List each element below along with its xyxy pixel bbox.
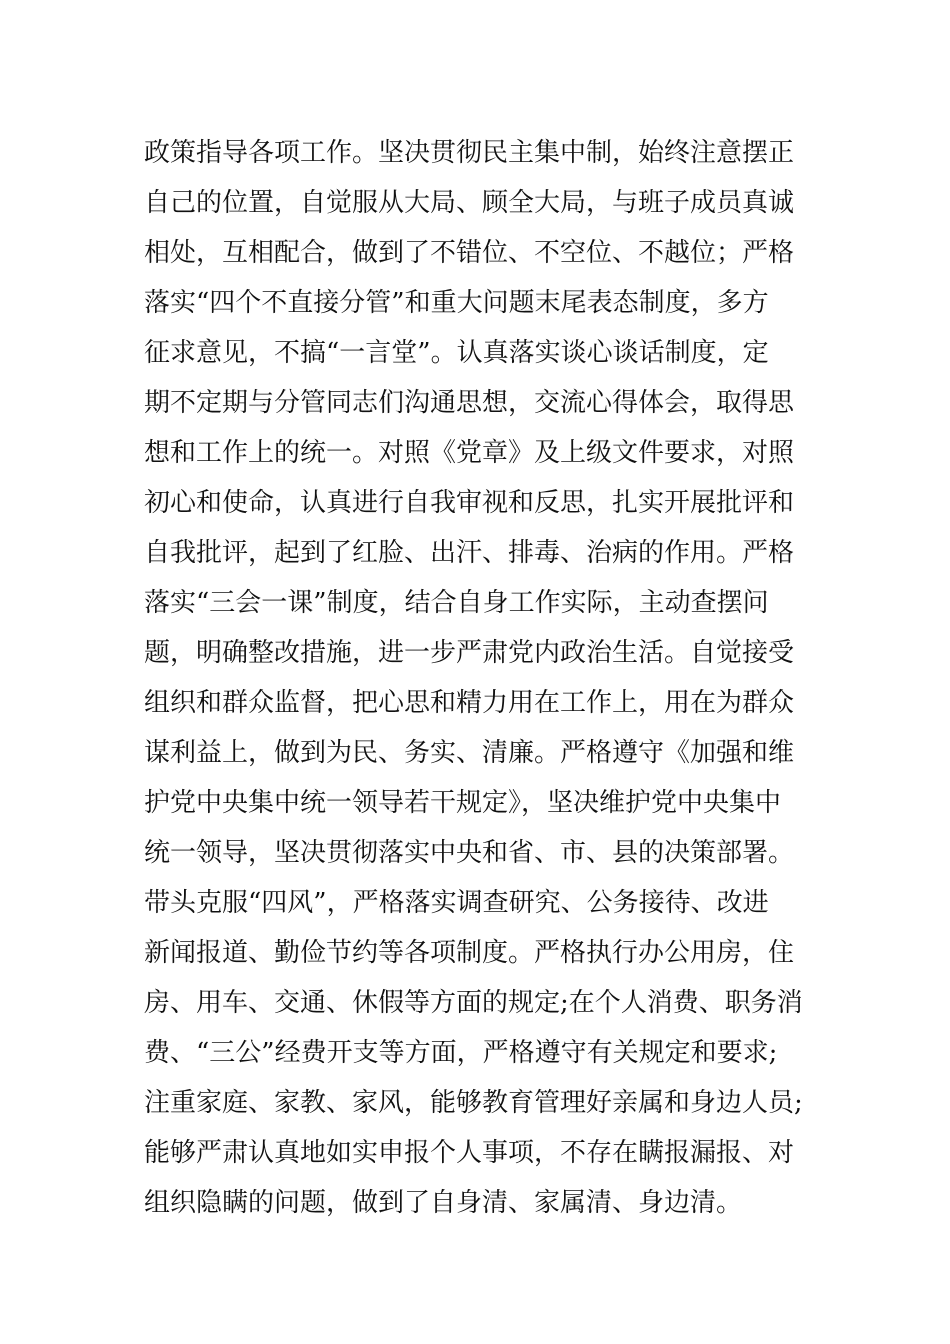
text-line: 注重家庭、家教、家风，能够教育管理好亲属和身边人员; [144, 1088, 803, 1118]
text-line: 落实“四个不直接分管”和重大问题末尾表态制度，多方 [144, 288, 769, 318]
text-line: 自己的位置，自觉服从大局、顾全大局，与班子成员真诚 [144, 188, 795, 218]
body-paragraph [144, 128, 816, 1228]
text-line: 初心和使命，认真进行自我审视和反思，扎实开展批评和 [144, 488, 795, 518]
text-line: 自我批评，起到了红脸、出汗、排毒、治病的作用。严格 [144, 538, 795, 568]
text-line: 相处，互相配合，做到了不错位、不空位、不越位；严格 [144, 238, 795, 268]
text-line: 政策指导各项工作。坚决贯彻民主集中制，始终注意摆正 [144, 138, 795, 168]
text-line: 组织隐瞒的问题，做到了自身清、家属清、身边清。 [144, 1188, 743, 1218]
text-line: 护党中央集中统一领导若干规定》，坚决维护党中央集中 [144, 788, 782, 818]
text-line: 新闻报道、勤俭节约等各项制度。严格执行办公用房，住 [144, 938, 795, 968]
text-line: 费、“三公”经费开支等方面，严格遵守有关规定和要求; [144, 1038, 778, 1068]
text-line: 房、用车、交通、休假等方面的规定;在个人消费、职务消 [144, 988, 803, 1018]
text-line: 期不定期与分管同志们沟通思想，交流心得体会，取得思 [144, 388, 795, 418]
text-line: 谋利益上，做到为民、务实、清廉。严格遵守《加强和维 [144, 738, 795, 768]
text-line: 征求意见，不搞“一言堂”。认真落实谈心谈话制度，定 [144, 338, 769, 368]
text-line: 题，明确整改措施，进一步严肃党内政治生活。自觉接受 [144, 638, 795, 668]
text-line: 落实“三会一课”制度，结合自身工作实际，主动查摆问 [144, 588, 769, 618]
text-line: 带头克服“四风”，严格落实调查研究、公务接待、改进 [144, 888, 769, 918]
text-line: 统一领导，坚决贯彻落实中央和省、市、县的决策部署。 [144, 838, 795, 868]
text-line: 想和工作上的统一。对照《党章》及上级文件要求，对照 [144, 438, 795, 468]
text-line: 能够严肃认真地如实申报个人事项，不存在瞒报漏报、对 [144, 1138, 795, 1168]
text-line: 组织和群众监督，把心思和精力用在工作上，用在为群众 [144, 688, 795, 718]
